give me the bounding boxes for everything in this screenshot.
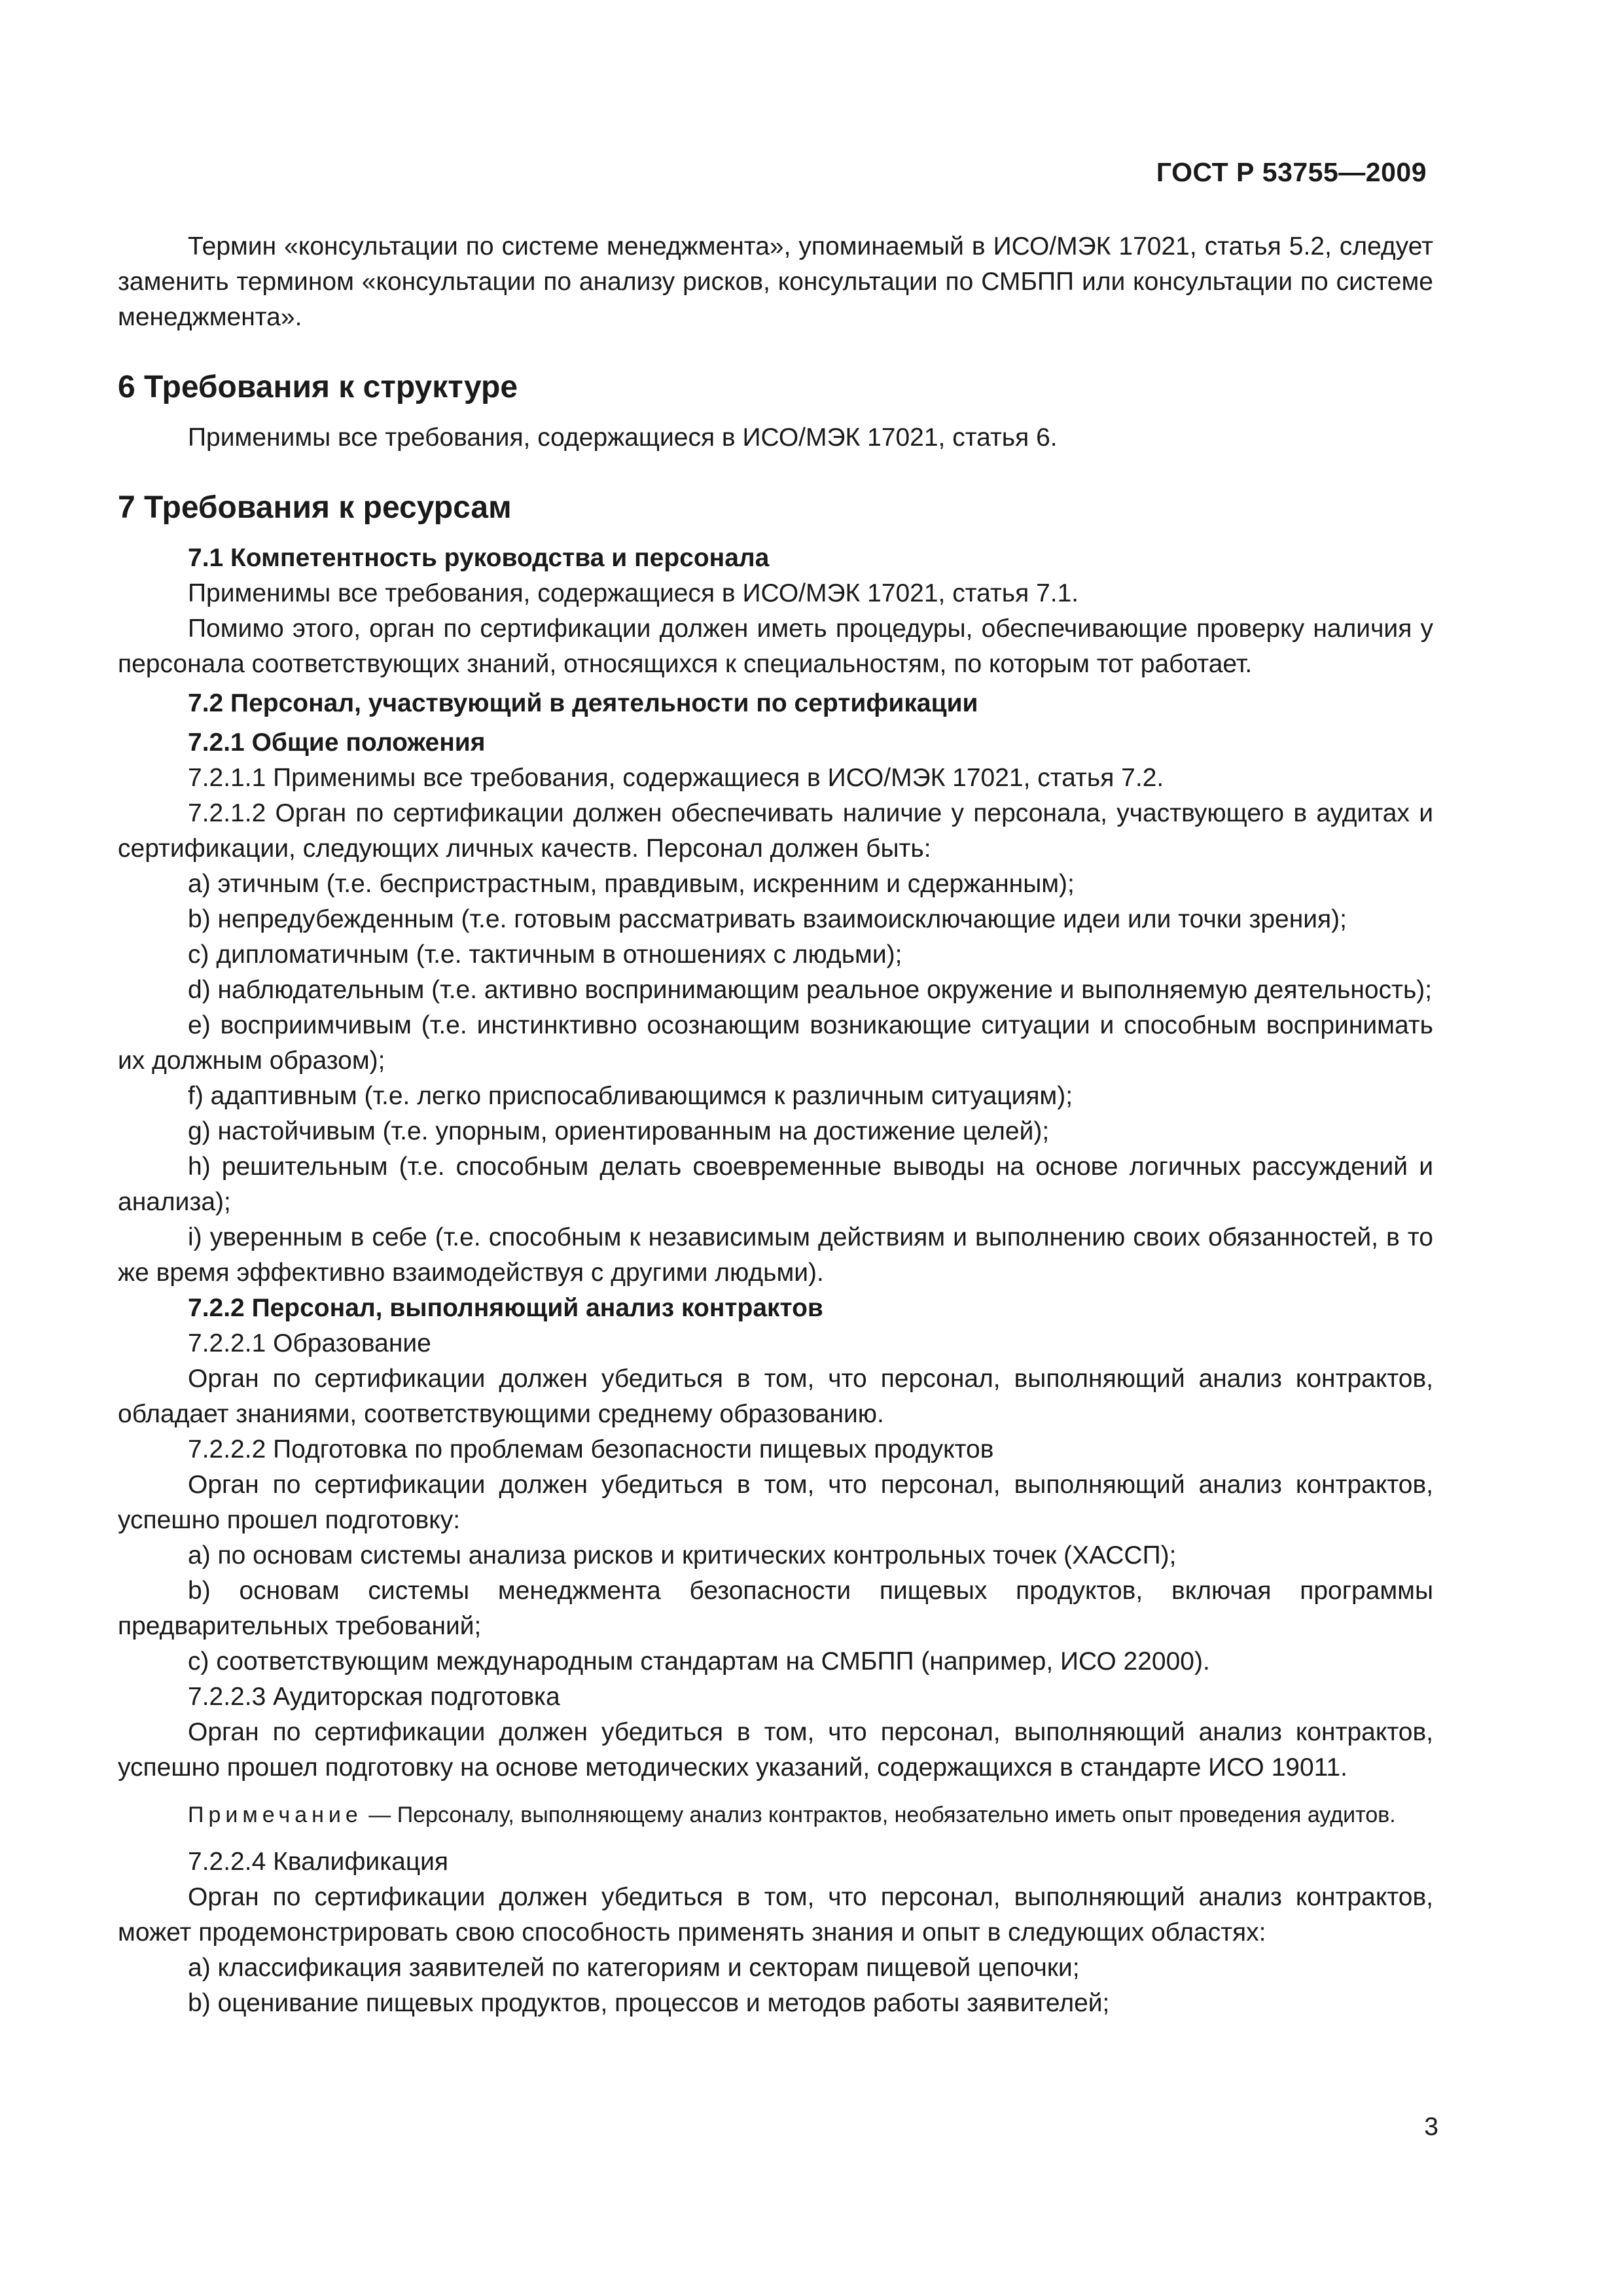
section-7-2-title: 7.2 Персонал, участвующий в деятельности по сертификации — [188, 689, 978, 717]
list-item: b) основам системы менеджмента безопасности пищевых продуктов, включая программы предварительных требований; — [118, 1577, 1433, 1640]
list-item: а) этичным (т.е. беспристрастным, правдивым, искренним и сдержанным); — [188, 870, 1075, 898]
list-item: f) адаптивным (т.е. легко приспосабливающимся к различным ситуациям); — [188, 1082, 1073, 1110]
section-7-1-title: 7.1 Компетентность руководства и персонала — [188, 544, 770, 572]
document-code-header: ГОСТ Р 53755—2009 — [1156, 157, 1427, 187]
list-item: b) непредубежденным (т.е. готовым рассматривать взаимоисключающие идеи или точки зрения); — [188, 905, 1347, 933]
section-7-2-1-title: 7.2.1 Общие положения — [188, 728, 486, 757]
note-text: — Персоналу, выполняющему анализ контрактов, необязательно иметь опыт проведения аудитов. — [362, 1803, 1396, 1827]
section-7-title: 7 Требования к ресурсам — [118, 490, 512, 525]
page-number: 3 — [1424, 2113, 1438, 2141]
clause-7-2-2-1-paragraph: Орган по сертификации должен убедиться в том, что персонал, выполняющий анализ контрактов, обладает знаниями, соответствующими среднему образованию. — [118, 1365, 1433, 1428]
list-item: а) классификация заявителей по категориям и секторам пищевой цепочки; — [188, 1954, 1080, 1982]
document-body — [118, 229, 1433, 2021]
note-paragraph — [118, 1800, 1433, 1830]
note-label: Примечание — [188, 1803, 363, 1827]
clause-7-2-2-4-heading: 7.2.2.4 Квалификация — [188, 1848, 449, 1876]
list-item: i) уверенным в себе (т.е. способным к независимым действиям и выполнению своих обязанностей, в то же время эффективно взаимодействуя с другими людьми). — [118, 1223, 1433, 1287]
list-item: g) настойчивым (т.е. упорным, ориентированным на достижение целей); — [188, 1117, 1050, 1145]
clause-7-2-2-2-heading: 7.2.2.2 Подготовка по проблемам безопасности пищевых продуктов — [188, 1435, 994, 1463]
section-7-2-2-title: 7.2.2 Персонал, выполняющий анализ контрактов — [188, 1294, 823, 1322]
clause-7-2-2-3-paragraph: Орган по сертификации должен убедиться в том, что персонал, выполняющий анализ контрактов, успешно прошел подготовку на основе методических указаний, содержащихся в стандарте ИСО 19011. — [118, 1718, 1433, 1782]
clause-7-2-2-2-paragraph: Орган по сертификации должен убедиться в том, что персонал, выполняющий анализ контрактов, успешно прошел подготовку: — [118, 1471, 1433, 1534]
clause-7-2-2-1-heading: 7.2.2.1 Образование — [188, 1329, 431, 1357]
intro-paragraph: Термин «консультации по системе менеджмента», упоминаемый в ИСО/МЭК 17021, статья 5.2, следует заменить термином «консультации по анализу рисков, консультации по СМБПП или консультации по системе менеджмента». — [118, 232, 1433, 331]
section-6-paragraph: Применимы все требования, содержащиеся в ИСО/МЭК 17021, статья 6. — [188, 423, 1058, 452]
list-item: h) решительным (т.е. способным делать своевременные выводы на основе логичных рассуждений и анализа); — [118, 1153, 1433, 1216]
list-item: с) соответствующим международным стандартам на СМБПП (например, ИСО 22000). — [188, 1647, 1210, 1676]
list-item: b) оценивание пищевых продуктов, процессов и методов работы заявителей; — [188, 1989, 1110, 2017]
section-7-1-paragraph-2: Помимо этого, орган по сертификации должен иметь процедуры, обеспечивающие проверку наличия у персонала соответствующих знаний, относящихся к специальностям, по которым тот работает. — [118, 615, 1433, 678]
section-6-title: 6 Требования к структуре — [118, 370, 518, 404]
list-item: с) дипломатичным (т.е. тактичным в отношениях с людьми); — [188, 941, 902, 969]
clause-7-2-1-2: 7.2.1.2 Орган по сертификации должен обеспечивать наличие у персонала, участвующего в аудитах и сертификации, следующих личных качеств. Персонал должен быть: — [118, 799, 1433, 863]
list-item: е) восприимчивым (т.е. инстинктивно осознающим возникающие ситуации и способным воспринимать их должным образом); — [118, 1011, 1433, 1075]
section-7-1-paragraph-1: Применимы все требования, содержащиеся в ИСО/МЭК 17021, статья 7.1. — [188, 579, 1079, 607]
list-item: d) наблюдательным (т.е. активно воспринимающим реальное окружение и выполняемую деятельность); — [188, 976, 1433, 1004]
clause-7-2-2-4-paragraph: Орган по сертификации должен убедиться в том, что персонал, выполняющий анализ контрактов, может продемонстрировать свою способность применять знания и опыт в следующих областях: — [118, 1883, 1433, 1946]
clause-7-2-2-3-heading: 7.2.2.3 Аудиторская подготовка — [188, 1683, 560, 1711]
clause-7-2-1-1: 7.2.1.1 Применимы все требования, содержащиеся в ИСО/МЭК 17021, статья 7.2. — [188, 764, 1164, 792]
list-item: а) по основам системы анализа рисков и критических контрольных точек (ХАССП); — [188, 1541, 1177, 1570]
